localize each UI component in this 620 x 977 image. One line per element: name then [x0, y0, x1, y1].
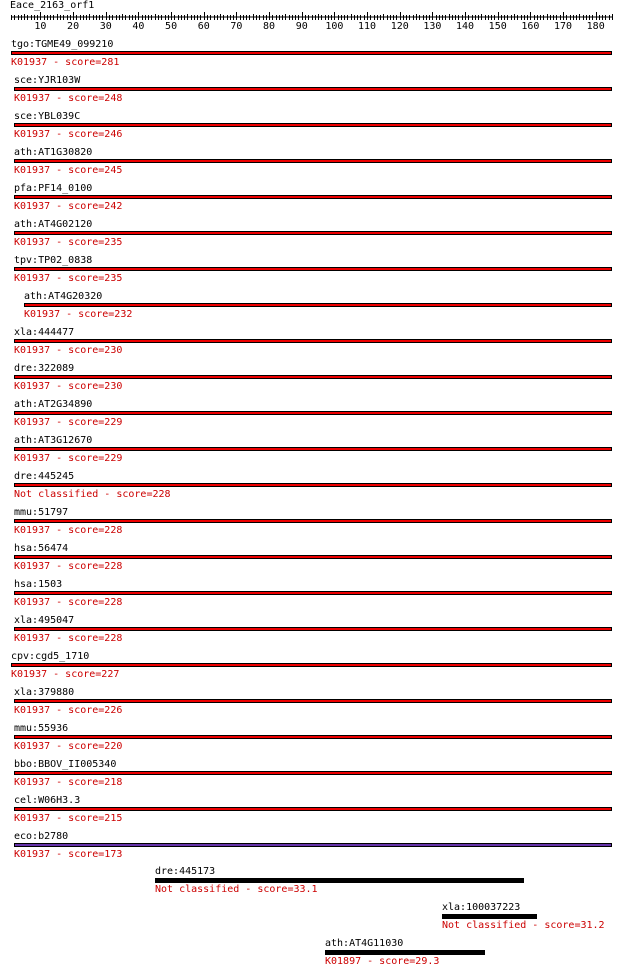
ruler-tick-label: 60 — [197, 21, 210, 32]
ruler-tick-label: 150 — [488, 21, 507, 32]
ruler-tick-label: 170 — [554, 21, 573, 32]
hit-score[interactable]: K01937 - score=281 — [11, 57, 120, 68]
hit-score[interactable]: K01937 - score=242 — [14, 201, 123, 212]
hit-name[interactable]: xla:444477 — [14, 327, 75, 338]
hit-name[interactable]: ath:AT1G30820 — [14, 147, 93, 158]
ruler-tick-label: 20 — [67, 21, 80, 32]
ruler-tick-label: 110 — [358, 21, 377, 32]
hit-alignment-bar[interactable] — [14, 447, 612, 451]
hit-name[interactable]: xla:379880 — [14, 687, 75, 698]
hit-alignment-bar[interactable] — [14, 519, 612, 523]
hit-score[interactable]: K01937 - score=226 — [14, 705, 123, 716]
hit-score[interactable]: K01937 - score=229 — [14, 453, 123, 464]
hit-name[interactable]: ath:AT4G11030 — [325, 938, 404, 949]
query-title: Eace_2163_orf1 — [10, 0, 95, 11]
hit-alignment-bar[interactable] — [325, 950, 485, 955]
hit-score[interactable]: K01937 - score=235 — [14, 237, 123, 248]
ruler-tick-label: 160 — [521, 21, 540, 32]
ruler-tick-label: 140 — [456, 21, 475, 32]
hit-name[interactable]: sce:YJR103W — [14, 75, 81, 86]
hit-name[interactable]: hsa:1503 — [14, 579, 63, 590]
ruler-tick-label: 40 — [132, 21, 145, 32]
ruler-tick-label: 90 — [295, 21, 308, 32]
hit-score[interactable]: K01937 - score=229 — [14, 417, 123, 428]
hit-score[interactable]: K01937 - score=218 — [14, 777, 123, 788]
hit-name[interactable]: ath:AT4G02120 — [14, 219, 93, 230]
hit-score[interactable]: K01937 - score=228 — [14, 561, 123, 572]
hit-name[interactable]: mmu:55936 — [14, 723, 69, 734]
ruler-tick-label: 50 — [165, 21, 178, 32]
hit-alignment-bar[interactable] — [14, 159, 612, 163]
hit-score[interactable]: Not classified - score=33.1 — [155, 884, 318, 895]
hit-alignment-bar[interactable] — [14, 195, 612, 199]
hit-score[interactable]: K01897 - score=29.3 — [325, 956, 440, 967]
hit-name[interactable]: sce:YBL039C — [14, 111, 81, 122]
hit-alignment-bar[interactable] — [11, 663, 612, 667]
hit-score[interactable]: K01937 - score=228 — [14, 597, 123, 608]
hit-alignment-bar[interactable] — [14, 735, 612, 739]
hit-score[interactable]: K01937 - score=245 — [14, 165, 123, 176]
hit-alignment-bar[interactable] — [14, 483, 612, 487]
hit-alignment-bar[interactable] — [14, 123, 612, 127]
hit-name[interactable]: ath:AT2G34890 — [14, 399, 93, 410]
hit-alignment-bar[interactable] — [14, 555, 612, 559]
hit-name[interactable]: xla:100037223 — [442, 902, 521, 913]
hit-name[interactable]: pfa:PF14_0100 — [14, 183, 93, 194]
hit-name[interactable]: eco:b2780 — [14, 831, 69, 842]
hit-score[interactable]: K01937 - score=230 — [14, 381, 123, 392]
hit-alignment-bar[interactable] — [24, 303, 612, 307]
hit-name[interactable]: tgo:TGME49_099210 — [11, 39, 114, 50]
hit-alignment-bar[interactable] — [14, 699, 612, 703]
ruler-tick-label: 120 — [390, 21, 409, 32]
ruler-tick-label: 100 — [325, 21, 344, 32]
hit-score[interactable]: K01937 - score=173 — [14, 849, 123, 860]
ruler-tick-label: 70 — [230, 21, 243, 32]
hit-name[interactable]: tpv:TP02_0838 — [14, 255, 93, 266]
hit-alignment-bar[interactable] — [14, 591, 612, 595]
hit-name[interactable]: dre:445173 — [155, 866, 216, 877]
hit-score[interactable]: K01937 - score=248 — [14, 93, 123, 104]
hit-alignment-bar[interactable] — [14, 627, 612, 631]
hit-name[interactable]: hsa:56474 — [14, 543, 69, 554]
hit-score[interactable]: K01937 - score=215 — [14, 813, 123, 824]
hit-score[interactable]: Not classified - score=228 — [14, 489, 171, 500]
ruler-tick-label: 130 — [423, 21, 442, 32]
hit-alignment-bar[interactable] — [14, 771, 612, 775]
ruler-tick-label: 180 — [586, 21, 605, 32]
hit-alignment-bar[interactable] — [14, 231, 612, 235]
hit-alignment-bar[interactable] — [14, 267, 612, 271]
hit-score[interactable]: K01937 - score=228 — [14, 633, 123, 644]
hit-name[interactable]: ath:AT3G12670 — [14, 435, 93, 446]
hit-name[interactable]: bbo:BBOV_II005340 — [14, 759, 117, 770]
hit-alignment-bar[interactable] — [442, 914, 537, 919]
hit-score[interactable]: K01937 - score=227 — [11, 669, 120, 680]
hit-name[interactable]: ath:AT4G20320 — [24, 291, 103, 302]
hit-name[interactable]: dre:322089 — [14, 363, 75, 374]
hit-alignment-bar[interactable] — [14, 411, 612, 415]
hit-name[interactable]: cel:W06H3.3 — [14, 795, 81, 806]
hit-alignment-bar[interactable] — [14, 375, 612, 379]
hit-score[interactable]: K01937 - score=232 — [24, 309, 133, 320]
ruler-tick-label: 80 — [263, 21, 276, 32]
hit-score[interactable]: K01937 - score=220 — [14, 741, 123, 752]
hit-score[interactable]: K01937 - score=246 — [14, 129, 123, 140]
hit-score[interactable]: Not classified - score=31.2 — [442, 920, 605, 931]
hit-name[interactable]: xla:495047 — [14, 615, 75, 626]
hit-name[interactable]: mmu:51797 — [14, 507, 69, 518]
hit-alignment-bar[interactable] — [14, 87, 612, 91]
hit-score[interactable]: K01937 - score=230 — [14, 345, 123, 356]
hit-score[interactable]: K01937 - score=235 — [14, 273, 123, 284]
ruler-tick-label: 10 — [34, 21, 47, 32]
hit-name[interactable]: dre:445245 — [14, 471, 75, 482]
ruler-tick-label: 30 — [99, 21, 112, 32]
hit-alignment-bar[interactable] — [14, 339, 612, 343]
hit-alignment-bar[interactable] — [14, 807, 612, 811]
hit-alignment-bar[interactable] — [155, 878, 524, 883]
hit-name[interactable]: cpv:cgd5_1710 — [11, 651, 90, 662]
hit-alignment-bar[interactable] — [14, 843, 612, 847]
hit-score[interactable]: K01937 - score=228 — [14, 525, 123, 536]
hit-alignment-bar[interactable] — [11, 51, 612, 55]
